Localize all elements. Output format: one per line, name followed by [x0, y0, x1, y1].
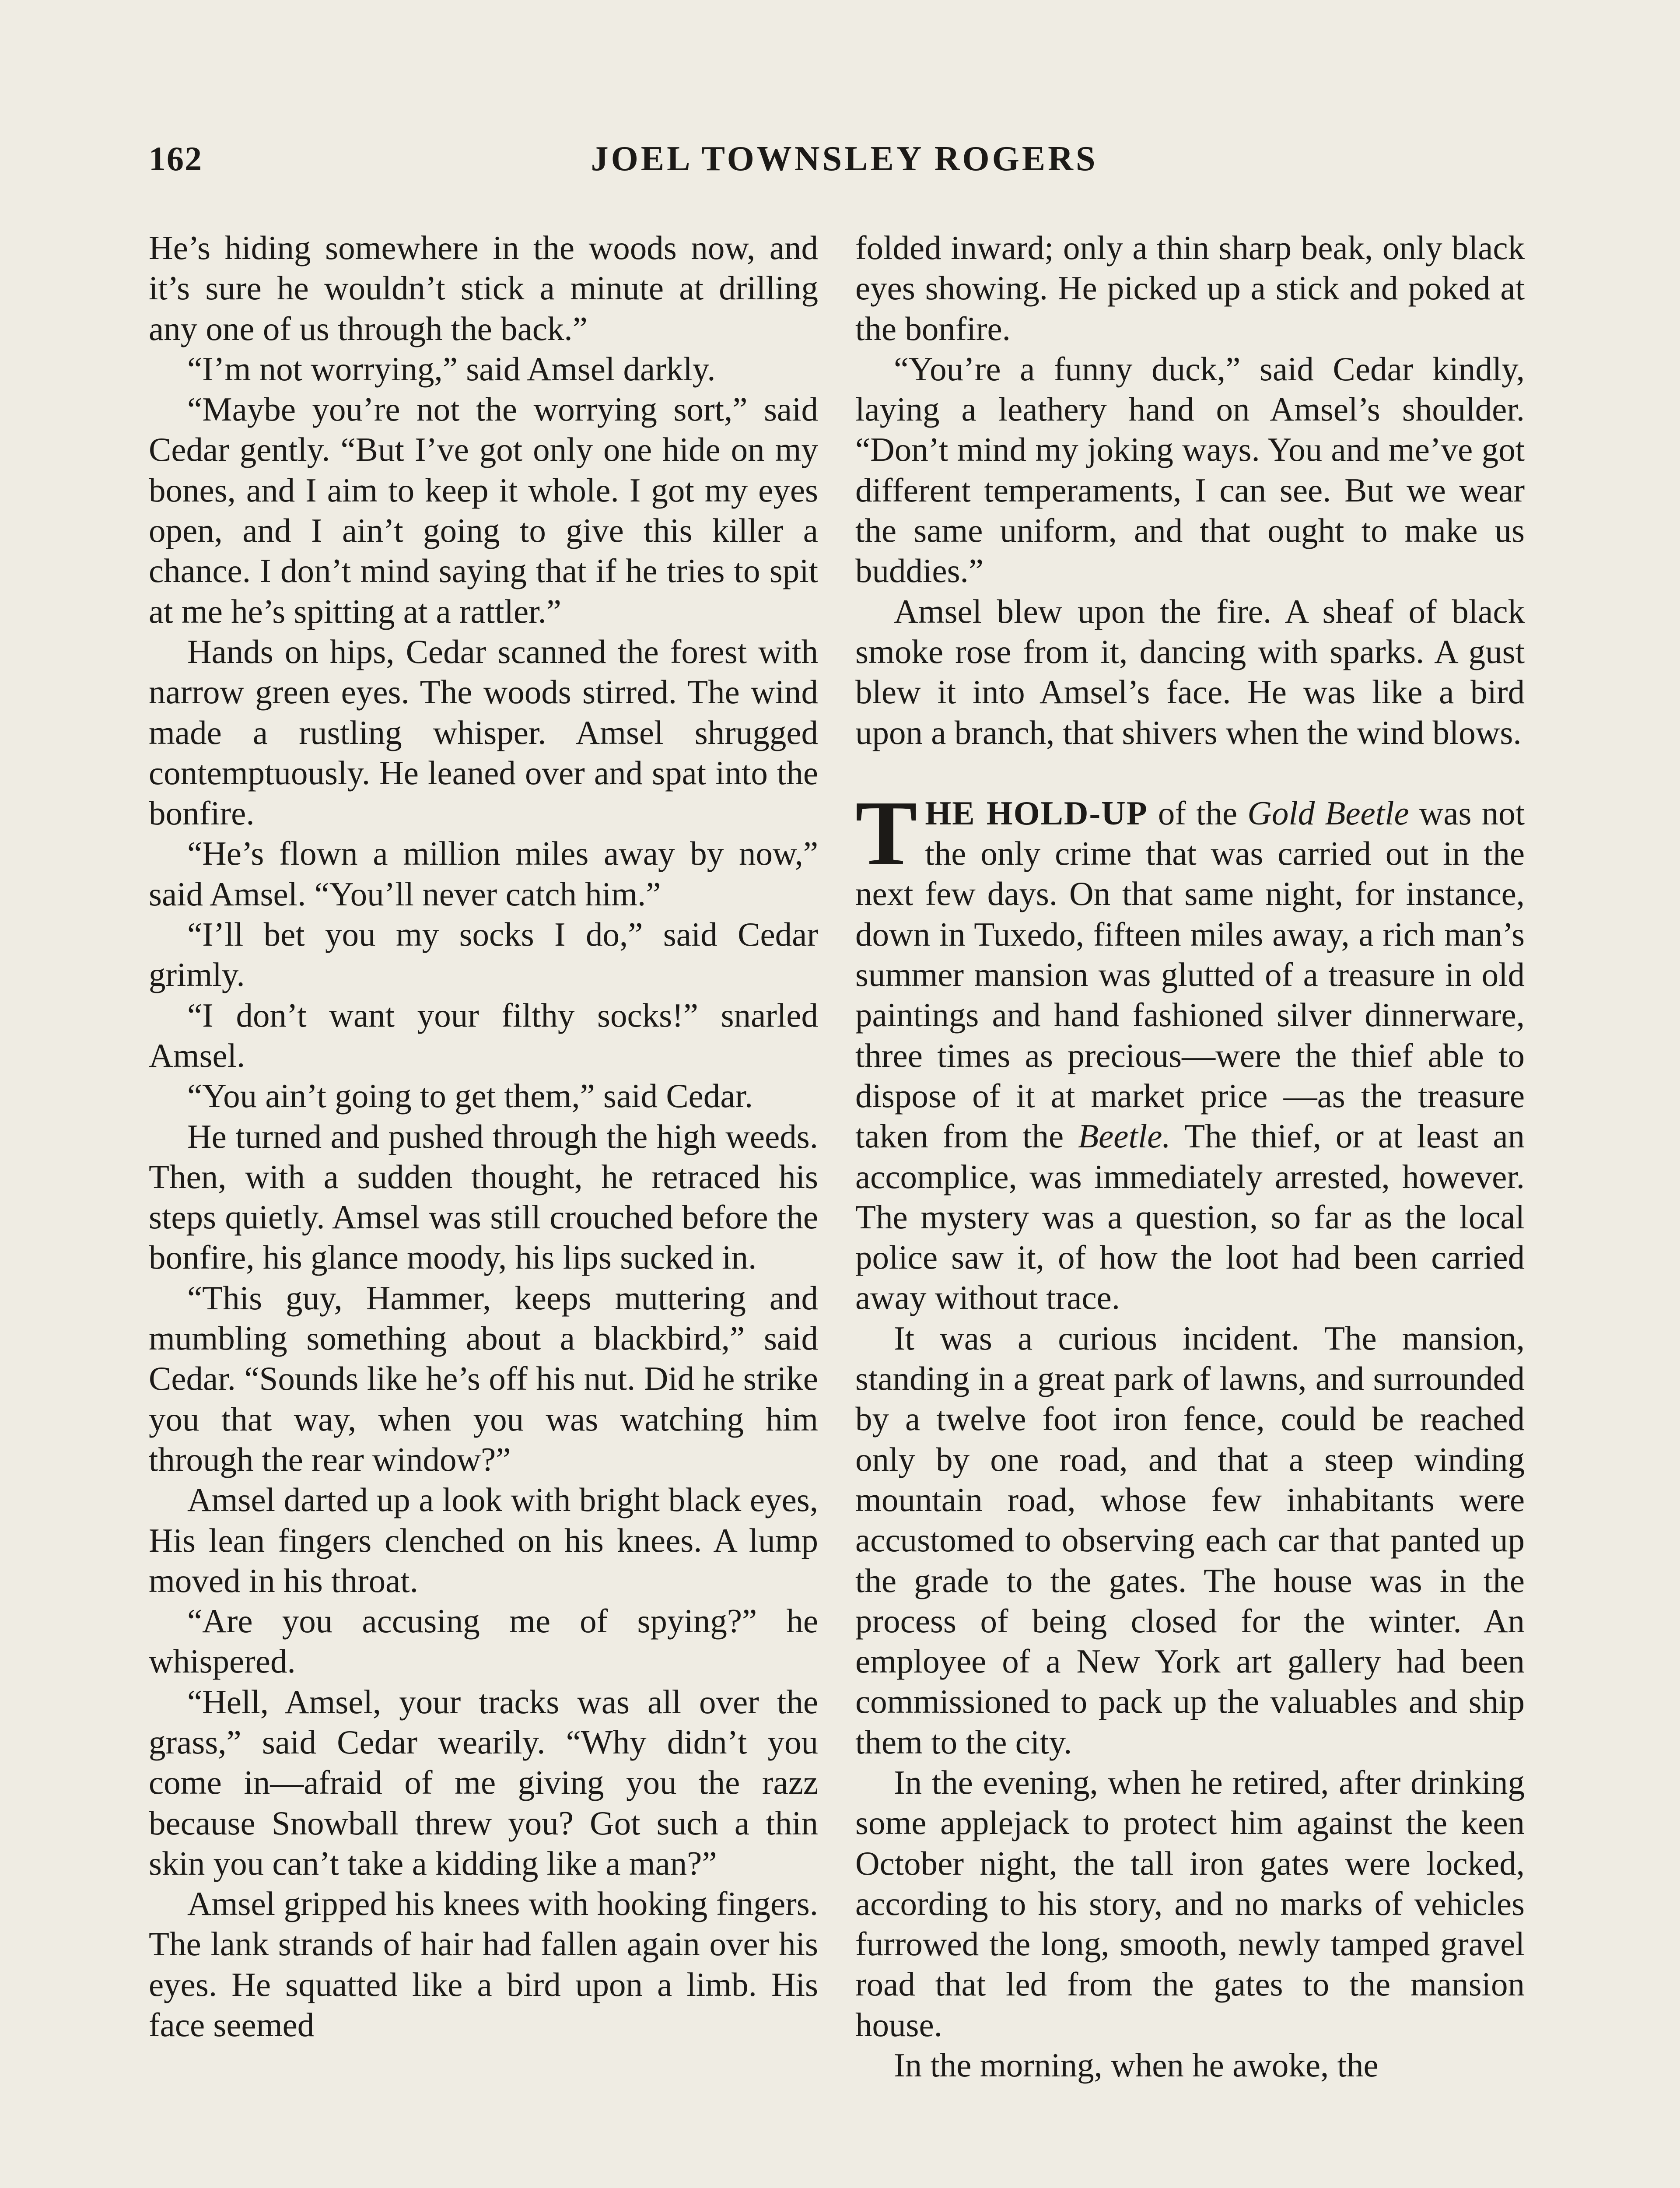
drop-cap: T: [855, 781, 917, 884]
running-head: JOEL TOWNSLEY ROGERS: [591, 140, 1098, 178]
paragraph: “This guy, Hammer, keeps muttering and mumbling something about a blackbird,” said Cedar. “Sounds like he’s off his nut. Did he strike you that way, when you was watching him through the rear window?”: [149, 1279, 818, 1478]
italic-title: Beetle.: [1078, 1117, 1171, 1155]
paragraph: It was a curious incident. The mansion, standing in a great park of lawns, and surrounded by a twelve foot iron fence, could be reached only by one road, and that a steep winding mountain road, whose few inhabitants were accustomed to observing each car that panted up the grade to the gates. The house was in the process of being closed for the winter. An employee of a New York art gallery had been commissioned to pack up the valuables and ship them to the city.: [855, 1319, 1525, 1761]
right-column: [855, 228, 1525, 2085]
paragraph: Amsel gripped his knees with hooking fingers. The lank strands of hair had fallen again over his eyes. He squatted like a bird upon a limb. His face seemed: [149, 1885, 818, 2044]
paragraph: Hands on hips, Cedar scanned the forest with narrow green eyes. The woods stirred. The wind made a rustling whisper. Amsel shrugged contemptuously. He leaned over and spat into the bonfire.: [149, 632, 818, 832]
paragraph: Amsel darted up a look with bright black eyes, His lean fingers clenched on his knees. A lump moved in his throat.: [149, 1481, 818, 1599]
lead-in: HE HOLD-UP: [925, 794, 1148, 832]
paragraph: “Hell, Amsel, your tracks was all over the grass,” said Cedar wearily. “Why didn’t you come in—afraid of me giving you the razz because Snowball threw you? Got such a thin skin you can’t take a kidding like a man?”: [149, 1683, 818, 1882]
page-number: 162: [149, 140, 203, 178]
paragraph: He turned and pushed through the high weeds. Then, with a sudden thought, he retraced his steps quietly. Amsel was still crouched before the bonfire, his glance moody, his lips sucked in.: [149, 1117, 818, 1276]
page-header: [149, 139, 1540, 187]
paragraph: “Are you accusing me of spying?” he whispered.: [149, 1602, 818, 1680]
paragraph: “I don’t want your filthy socks!” snarled Amsel.: [149, 996, 818, 1074]
paragraph: “He’s flown a million miles away by now,” said Amsel. “You’ll never catch him.”: [149, 835, 818, 913]
paragraph: Amsel blew upon the fire. A sheaf of black smoke rose from it, dancing with sparks. A gust blew it into Amsel’s face. He was like a bird upon a branch, that shivers when the wind blows.: [855, 592, 1525, 751]
text-run: The thief, or at least an accomplice, was immediately arrested, however. The mystery was a question, so far as the local police saw it, of how the loot had been carried away without trace.: [855, 1117, 1525, 1317]
paragraph: He’s hiding somewhere in the woods now, and it’s sure he wouldn’t stick a minute at drilling any one of us through the back.”: [149, 229, 818, 347]
section-opening-paragraph: [855, 781, 1525, 1318]
text-run: was not the only crime that was carried out in the next few days. On that same night, for instance, down in Tuxedo, fifteen miles away, a rich man’s summer mansion was glutted of a treasure in old paintings and hand fashioned silver dinnerware, three times as precious—were the thief able to dispose of it at market price —as the treasure taken from the: [855, 794, 1525, 1155]
italic-title: Gold Beetle: [1247, 794, 1409, 832]
text-run: of the: [1148, 794, 1248, 832]
paragraph: In the morning, when he awoke, the: [894, 2046, 1379, 2084]
paragraph: “I’ll bet you my socks I do,” said Cedar grimly.: [149, 915, 818, 994]
paragraph: “I’m not worrying,” said Amsel darkly.: [187, 350, 716, 388]
paragraph: folded inward; only a thin sharp beak, only black eyes showing. He picked up a stick and poked at the bonfire.: [855, 229, 1525, 347]
left-column: [149, 228, 818, 2045]
paragraph: “Maybe you’re not the worrying sort,” said Cedar gently. “But I’ve got only one hide on my bones, and I aim to keep it whole. I got my eyes open, and I ain’t going to give this killer a chance. I don’t mind saying that if he tries to spit at me he’s spitting at a rattler.”: [149, 390, 818, 630]
paragraph: “You’re a funny duck,” said Cedar kindly, laying a leathery hand on Amsel’s shoulder. “Don’t mind my joking ways. You and me’ve got different temperaments, I can see. But we wear the same uniform, and that ought to make us buddies.”: [855, 350, 1525, 590]
paragraph: “You ain’t going to get them,” said Cedar.: [187, 1077, 753, 1115]
paragraph: In the evening, when he retired, after drinking some applejack to protect him against the keen October night, the tall iron gates were locked, according to his story, and no marks of vehicles furrowed the long, smooth, newly tamped gravel road that led from the gates to the mansion house.: [855, 1763, 1525, 2044]
